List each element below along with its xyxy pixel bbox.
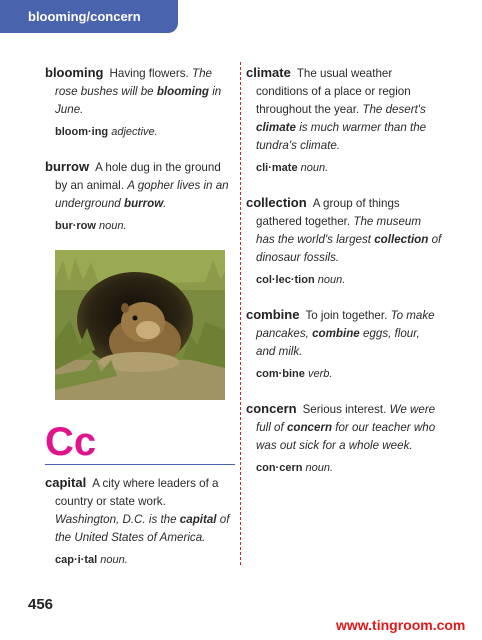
- part-of-speech: noun.: [99, 220, 127, 232]
- gopher-illustration: [55, 250, 225, 400]
- headword: combine: [246, 307, 300, 322]
- definition-text: A hole dug in the ground by an animal.: [55, 161, 221, 192]
- part-of-speech: noun.: [100, 554, 128, 566]
- definition-text: A group of things gathered together.: [256, 197, 400, 228]
- part-of-speech: noun.: [300, 162, 329, 174]
- entry-burrow: [45, 158, 230, 235]
- part-of-speech: verb.: [307, 368, 333, 380]
- example-sentence: A gopher lives in an underground burrow.: [55, 179, 229, 210]
- example-sentence: The museum has the world's largest collection of dinosaur fossils.: [256, 215, 442, 264]
- definition: [246, 64, 442, 155]
- definition-text: To join together.: [305, 309, 388, 322]
- definition: [246, 194, 442, 267]
- example-sentence: We were full of concern for our teacher who was out sick for a whole week.: [256, 403, 436, 452]
- example-sentence: To make pancakes, combine eggs, flour, and milk.: [256, 309, 435, 358]
- syllabification: con·cern noun.: [256, 462, 334, 474]
- entry-concern: [246, 400, 442, 477]
- headword: capital: [45, 475, 87, 490]
- column-divider: [240, 62, 241, 565]
- entry-combine: [246, 306, 442, 383]
- definition: [246, 306, 442, 361]
- part-of-speech: adjective.: [111, 126, 158, 138]
- example-sentence: Washington, D.C. is the capital of the United States of America.: [55, 513, 230, 544]
- definition-text: The usual weather conditions of a place or region throughout the year.: [256, 67, 411, 116]
- syllabification: bur·row noun.: [55, 220, 127, 232]
- example-sentence: The rose bushes will be blooming in June.: [55, 67, 222, 116]
- page-number: 456: [28, 596, 54, 613]
- headword: concern: [246, 401, 297, 416]
- part-of-speech: noun.: [305, 462, 334, 474]
- definition: [246, 400, 442, 455]
- gopher-burrow-photo: [55, 250, 225, 400]
- definition: [45, 158, 230, 213]
- part-of-speech: noun.: [317, 274, 346, 286]
- syllabification: col·lec·tion noun.: [256, 274, 346, 286]
- headword: burrow: [45, 159, 90, 174]
- definition: [45, 474, 230, 547]
- syllabification: cli·mate noun.: [256, 162, 329, 174]
- section-letter: Cc: [45, 420, 97, 464]
- guide-words-tab: [0, 0, 178, 33]
- entry-climate: [246, 64, 442, 177]
- entry-capital: [45, 474, 230, 569]
- guide-words: blooming/concern: [28, 9, 141, 24]
- definition-text: Having flowers.: [109, 67, 189, 80]
- syllabification: com·bine verb.: [256, 368, 333, 380]
- syllabification: cap·i·tal noun.: [55, 554, 128, 566]
- entry-collection: [246, 194, 442, 289]
- definition: [45, 64, 230, 119]
- section-rule: [45, 464, 235, 465]
- definition-text: Serious interest.: [302, 403, 387, 416]
- definition-text: A city where leaders of a country or state work.: [55, 477, 219, 508]
- headword: collection: [246, 195, 307, 210]
- watermark-url: www.tingroom.com: [336, 617, 466, 633]
- headword: blooming: [45, 65, 104, 80]
- entry-blooming: [45, 64, 230, 141]
- syllabification: bloom·ing adjective.: [55, 126, 158, 138]
- headword: climate: [246, 65, 291, 80]
- example-sentence: The desert's climate is much warmer than the tundra's climate.: [256, 103, 427, 152]
